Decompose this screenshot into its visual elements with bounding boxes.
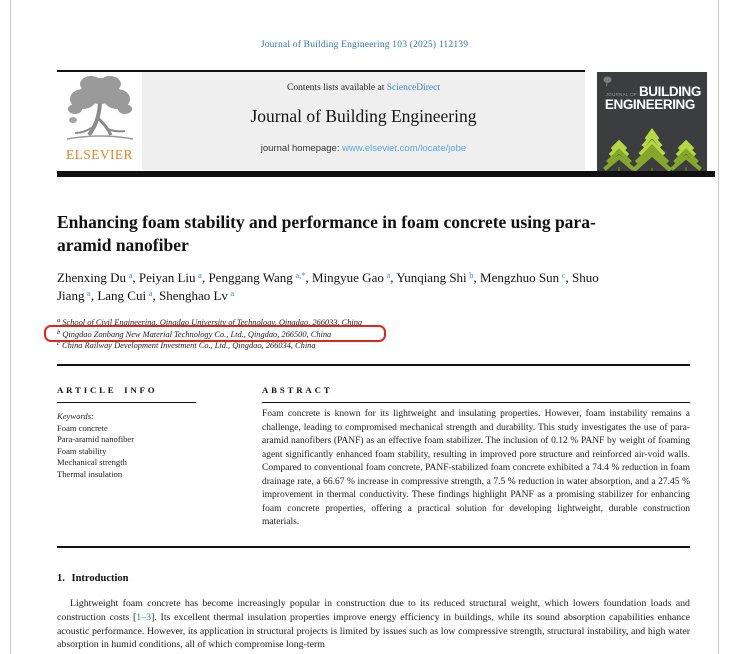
author-name: Penggang Wang $^{a,*}$: [208, 270, 306, 285]
intro-text-segment: ]. Its excellent thermal insulation properties improve energy efficiency in buildings, while its sound absorption capabilities enhance acoustic performance. However, its application in structural projects is limited by issues such as low compressive strength, structural instability, and high water absorption in humid conditions, all of which compromise long-term: [57, 611, 690, 651]
abstract-text: Foam concrete is known for its lightweight and insulating properties. However, foam instability remains a challenge, leading to compromised mechanical strength and durability. This study investigates the use of para-aramid nanofibers (PANF) as an effective foam stabilizer. The inclusion of 0.12 % PANF by weight of foaming agent significantly enhanced foam stability, resulting in improved pore structure and reinforced air-void walls. Compared to conventional foam concrete, PANF-stabilized foam concrete exhibited a 74.4 % reduction in foam drainage rate, a 66.67 % increase in compressive strength, a 7.5 % reduction in water absorption, and a 27.45 % improvement in thermal conductivity. These findings highlight PANF as a promising stabilizer for enhancing foam concrete properties, offering a practical solution for developing lightweight, durable construction materials.: [262, 409, 690, 527]
affiliation-block: [57, 317, 677, 352]
section-divider-rule: [57, 364, 690, 366]
keyword: Mechanical strength: [57, 457, 127, 467]
author-name: Lang Cui $^a$: [97, 288, 153, 303]
cover-title-line2: ENGINEERING: [604, 97, 695, 112]
affiliation-list: [57, 317, 677, 352]
contents-prefix: Contents lists available at: [286, 83, 387, 93]
keywords-label: Keywords:: [57, 411, 94, 421]
masthead-journal-title: Journal of Building Engineering: [250, 106, 477, 126]
abstract-heading: ABSTRACT: [262, 385, 333, 395]
author-affiliation-sup: a: [148, 288, 153, 298]
abstract-rule: [262, 402, 690, 403]
page-left-border: [10, 0, 11, 654]
author-name: Yunqiang Shi $^b$: [396, 270, 474, 285]
cover-trees-graphic: [597, 120, 707, 172]
author-affiliation-sup: a: [87, 288, 91, 298]
keyword: Foam stability: [57, 445, 107, 456]
author-affiliation-sup: a: [128, 270, 133, 280]
homepage-line: [142, 143, 585, 154]
author-affiliation-sup: b: [469, 270, 474, 280]
intro-text-segment: Lightweight foam concrete has become increasingly popular in construction due to its reduced structural weight, which lowers foundation loads and construction costs [: [57, 598, 690, 623]
elsevier-logo: [57, 73, 142, 170]
author-affiliation-sup: a: [198, 270, 202, 280]
journal-ref-link[interactable]: Journal of Building Engineering 103 (2025) 112139: [260, 40, 469, 50]
author-name: Peiyan Liu $^a$: [138, 270, 202, 285]
keyword: Foam concrete: [57, 422, 108, 433]
sciencedirect-link[interactable]: ScienceDirect: [386, 83, 440, 93]
masthead-center-panel: [142, 72, 585, 170]
elsevier-wordmark: ELSEVIER: [66, 147, 133, 162]
author-name: Shuo Jiang $^a$: [57, 270, 599, 303]
keyword: Thermal insulation: [57, 468, 123, 479]
author-affiliation-sup: c: [561, 270, 566, 280]
article-info-heading: ARTICLE INFO: [57, 385, 158, 395]
journal-cover-thumbnail[interactable]: [597, 72, 707, 172]
author-name: Zhenxing Du $^a$: [57, 270, 133, 285]
affiliation-sup: c: [57, 340, 60, 347]
author-list: Zhenxing Du $^a$, Peiyan Liu $^a$, Penggang Wang $^{a,*}$, Mingyue Gao $^a$, Yunqiang Shi $^b$, Mengzhuo Sun $^c$, Shuo Jiang $^a$, Lang Cui $^a$, Shenghao Lv $^a$: [57, 270, 599, 303]
article-title: Enhancing foam stability and performance in foam concrete using para-aramid nanofiber: [57, 212, 596, 255]
affiliation-highlighted: $^b$ Qingdao Zonbang New Material Technology Co., Ltd., Qingdao, 266500, China: [57, 328, 332, 339]
affiliation: $^a$ School of Civil Engineering, Qingdao University of Technology, Qingdao, 266033, China: [57, 317, 363, 327]
elsevier-tree-icon: [63, 73, 137, 149]
citation-link[interactable]: 1–3: [136, 611, 152, 623]
journal-masthead: [57, 70, 715, 178]
article-info-rule: [57, 402, 196, 403]
keyword-list: [57, 423, 237, 481]
affiliation-sup: b: [57, 328, 61, 336]
abstract-bottom-rule: [57, 546, 690, 548]
author-name: Mingyue Gao $^a$: [311, 270, 391, 285]
intro-paragraph: [57, 597, 690, 654]
author-affiliation-sup: a: [386, 270, 391, 280]
affiliation: $^c$ China Railway Development Investment Co., Ltd., Qingdao, 266034, China: [57, 340, 316, 350]
author-affiliation-sup: a,*: [295, 270, 306, 280]
cover-journal-of: JOURNAL OF: [605, 92, 637, 97]
keywords-block: [57, 411, 237, 480]
author-name: Shenghao Lv $^a$: [158, 288, 235, 303]
intro-section-heading: 1. Introduction: [57, 573, 129, 584]
masthead-bottom-bar: [57, 171, 715, 177]
affiliation-sup: a: [57, 317, 61, 324]
cover-title-line1: BUILDING: [638, 84, 701, 99]
page-right-border: [718, 0, 719, 654]
cover-title-block: [597, 72, 707, 111]
contents-line: [142, 83, 585, 93]
keyword: Para-aramid nanofiber: [57, 434, 135, 444]
homepage-prefix: journal homepage:: [260, 143, 343, 154]
author-name: Mengzhuo Sun $^c$: [480, 270, 566, 285]
homepage-link[interactable]: www.elsevier.com/locate/jobe: [342, 143, 467, 154]
author-affiliation-sup: a: [230, 288, 235, 298]
